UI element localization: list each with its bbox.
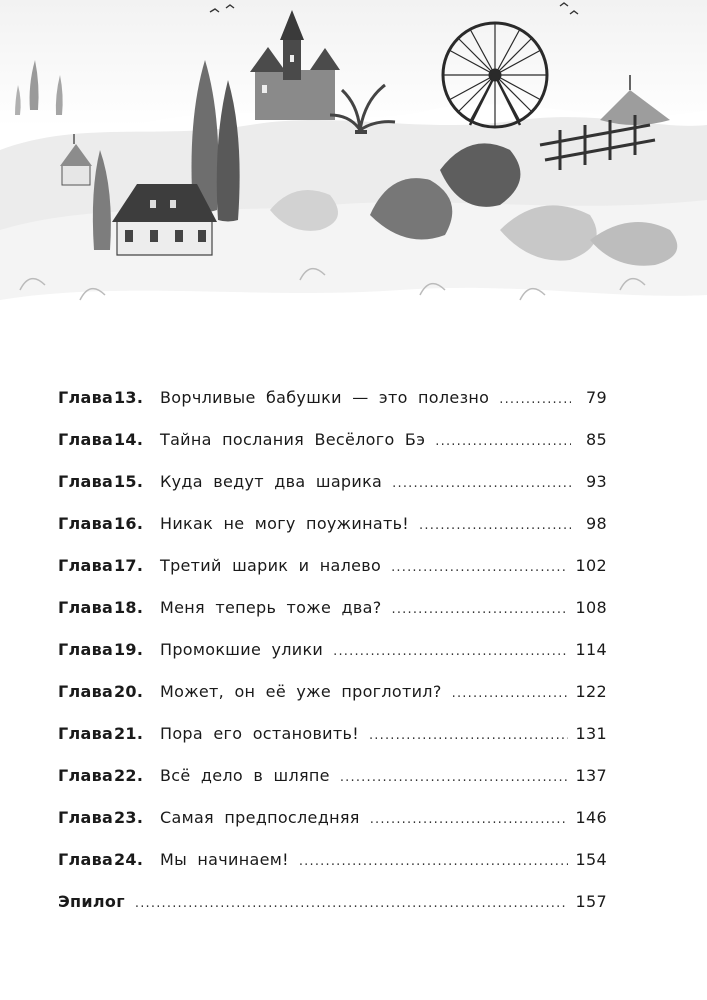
leader-dots <box>299 854 568 869</box>
page-number: 93 <box>586 472 607 491</box>
chapter-label: Глава <box>58 724 114 743</box>
page-number: 79 <box>586 388 607 407</box>
chapter-number: 14. <box>114 430 144 449</box>
chapter-label: Глава <box>58 850 114 869</box>
page-number: 137 <box>575 766 607 785</box>
chapter-title: Всё дело в шляпе <box>160 766 330 785</box>
leader-dots <box>499 392 571 407</box>
leader-dots <box>333 644 567 659</box>
chapter-number: 13. <box>114 388 144 407</box>
leader-dots <box>392 476 571 491</box>
chapter-title: Третий шарик и налево <box>160 556 382 575</box>
chapter-number: 23. <box>114 808 144 827</box>
chapter-number: 16. <box>114 514 144 533</box>
chapter-label: Глава <box>58 514 114 533</box>
chapter-title: Самая предпоследняя <box>160 808 360 827</box>
toc-entry[interactable] <box>58 514 607 536</box>
chapter-title: Может, он её уже проглотил? <box>160 682 442 701</box>
toc-entry[interactable] <box>58 472 607 494</box>
leader-dots <box>419 518 571 533</box>
toc-entry[interactable] <box>58 766 607 788</box>
chapter-number: 22. <box>114 766 144 785</box>
leader-dots <box>369 728 568 743</box>
chapter-label: Глава <box>58 430 114 449</box>
toc-entry[interactable] <box>58 598 607 620</box>
epilogue-title: Эпилог <box>58 892 125 911</box>
toc-entry[interactable] <box>58 682 607 704</box>
chapter-label: Глава <box>58 388 114 407</box>
chapter-label: Глава <box>58 640 114 659</box>
page-number: 131 <box>575 724 607 743</box>
leader-dots <box>370 812 568 827</box>
chapter-number: 24. <box>114 850 144 869</box>
leader-dots <box>452 686 568 701</box>
chapter-number: 15. <box>114 472 144 491</box>
chapter-label: Глава <box>58 808 114 827</box>
chapter-title: Промокшие улики <box>160 640 324 659</box>
chapter-title: Мы начинаем! <box>160 850 289 869</box>
page-number: 114 <box>575 640 607 659</box>
chapter-label: Глава <box>58 472 114 491</box>
chapter-label: Глава <box>58 682 114 701</box>
toc-entry[interactable] <box>58 388 607 410</box>
chapter-label: Глава <box>58 598 114 617</box>
leader-dots <box>391 560 567 575</box>
leader-dots <box>135 896 568 911</box>
chapter-number: 19. <box>114 640 144 659</box>
chapter-number: 18. <box>114 598 144 617</box>
leader-dots <box>340 770 568 785</box>
chapter-number: 20. <box>114 682 144 701</box>
toc-entry[interactable] <box>58 850 607 872</box>
page-number: 146 <box>575 808 607 827</box>
page-number: 157 <box>575 892 607 911</box>
toc-entry[interactable] <box>58 808 607 830</box>
toc-entry[interactable] <box>58 724 607 746</box>
chapter-title: Ворчливые бабушки — это полезно <box>160 388 490 407</box>
chapter-title: Никак не могу поужинать! <box>160 514 410 533</box>
chapter-title: Тайна послания Весёлого Бэ <box>160 430 426 449</box>
chapter-title: Пора его остановить! <box>160 724 359 743</box>
page-number: 85 <box>586 430 607 449</box>
chapter-title: Меня теперь тоже два? <box>160 598 382 617</box>
toc-entry[interactable] <box>58 640 607 662</box>
chapter-label: Глава <box>58 766 114 785</box>
page-number: 102 <box>575 556 607 575</box>
page-number: 108 <box>575 598 607 617</box>
toc-entry[interactable] <box>58 556 607 578</box>
page-number: 98 <box>586 514 607 533</box>
chapter-label: Глава <box>58 556 114 575</box>
toc-entry-epilogue[interactable] <box>58 892 607 914</box>
chapter-number: 17. <box>114 556 144 575</box>
page-number: 122 <box>575 682 607 701</box>
page-number: 154 <box>575 850 607 869</box>
chapter-number: 21. <box>114 724 144 743</box>
leader-dots <box>392 602 568 617</box>
toc-entry[interactable] <box>58 430 607 452</box>
chapter-title: Куда ведут два шарика <box>160 472 383 491</box>
leader-dots <box>435 434 571 449</box>
landscape-illustration <box>0 0 707 350</box>
